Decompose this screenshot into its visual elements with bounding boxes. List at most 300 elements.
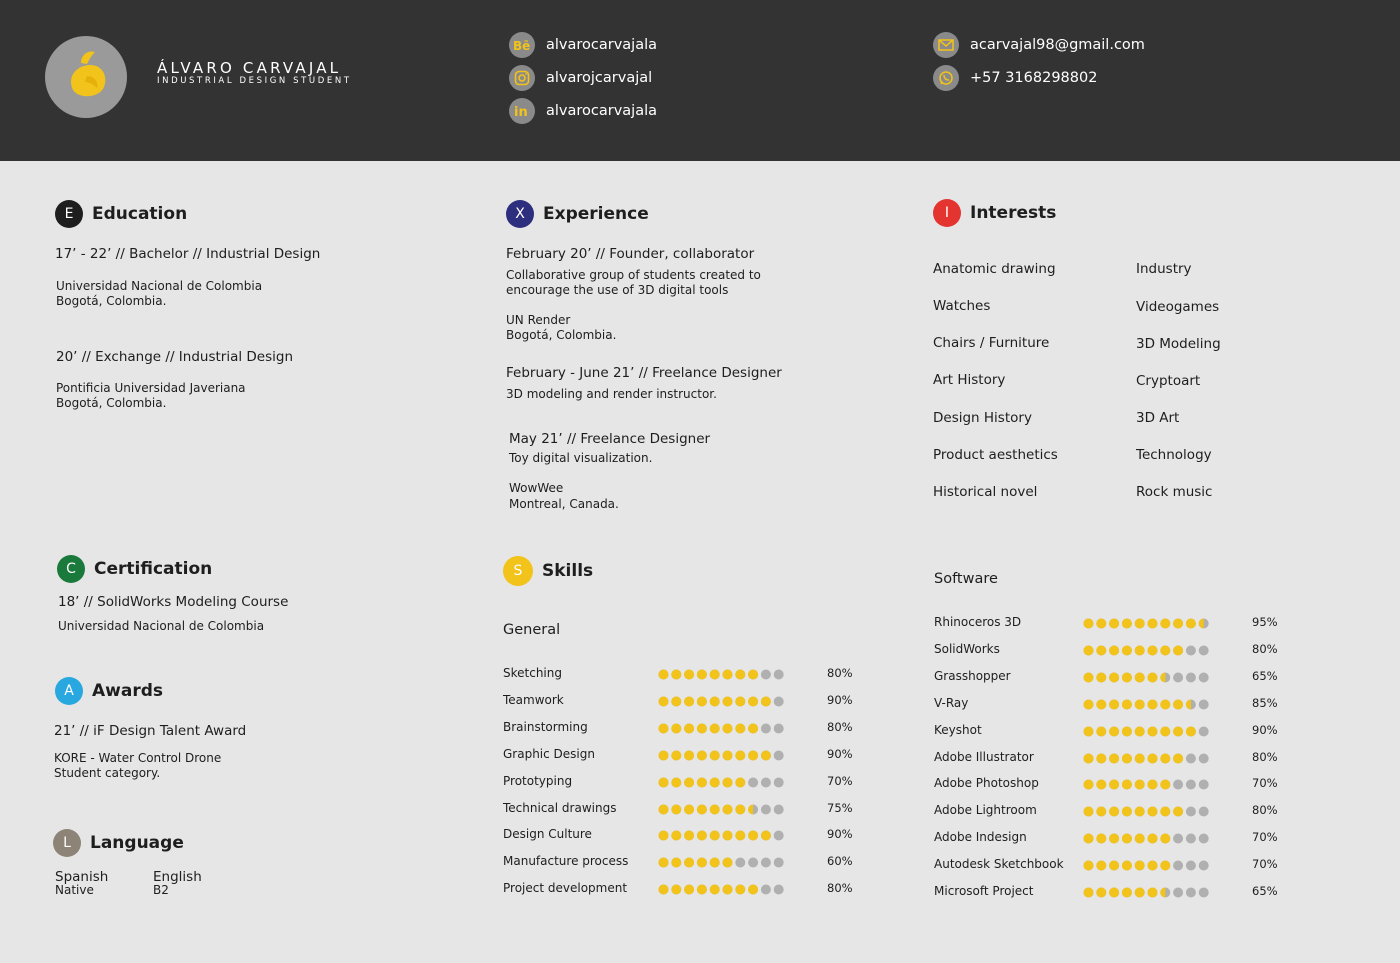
rating-dot-filled (1173, 619, 1183, 629)
rating-dot-filled (723, 831, 733, 841)
phone-link[interactable] (933, 65, 1097, 91)
rating-dot-empty (774, 804, 784, 814)
rating-dot-filled (1096, 672, 1106, 682)
awards-header (55, 677, 163, 705)
rating-dot-filled (710, 777, 720, 787)
skill-rating (658, 777, 788, 788)
rating-dot-filled (671, 670, 681, 680)
skill-percent: 85% (1252, 695, 1278, 710)
rating-dot-filled (1109, 699, 1119, 709)
skill-percent: 80% (1252, 749, 1278, 764)
rating-dot-empty (1173, 834, 1183, 844)
rating-dot-empty (774, 723, 784, 733)
skill-rating (1083, 806, 1213, 817)
rating-dot-filled (697, 858, 707, 868)
rating-dot-filled (684, 750, 694, 760)
rating-dot-empty (774, 885, 784, 895)
education-badge: E (55, 200, 83, 228)
rating-dot-filled (735, 723, 745, 733)
rating-dot-filled (659, 831, 669, 841)
rating-dot-filled (684, 858, 694, 868)
certification-institution: Universidad Nacional de Colombia (58, 619, 265, 633)
phone-number: +57 3168298802 (970, 70, 1098, 86)
rating-dot-filled (1148, 780, 1158, 790)
rating-dot-empty (774, 670, 784, 680)
rating-dot-filled (1084, 834, 1094, 844)
rating-dot-half (1160, 672, 1165, 682)
rating-dot-filled (1109, 753, 1119, 763)
skill-name: Prototyping (503, 773, 573, 788)
rating-dot-filled (671, 777, 681, 787)
rating-dot-filled (1109, 619, 1119, 629)
language-header (53, 829, 184, 857)
skill-percent: 90% (1252, 722, 1278, 737)
interest-item: Art History (933, 372, 1006, 388)
rating-dot-half (1199, 619, 1204, 629)
rating-dot-filled (1148, 699, 1158, 709)
rating-dot-filled (697, 885, 707, 895)
skill-rating (1083, 860, 1213, 871)
skill-rating (1083, 618, 1213, 629)
rating-dot-filled (1084, 780, 1094, 790)
skill-percent: 90% (827, 827, 853, 842)
experience-item-location: Bogotá, Colombia. (506, 328, 617, 342)
rating-dot-filled (1122, 888, 1132, 898)
certification-header (57, 555, 212, 583)
skill-name: Adobe Illustrator (934, 749, 1034, 764)
rating-dot-filled (1109, 888, 1119, 898)
rating-dot-filled (697, 831, 707, 841)
behance-icon (509, 32, 535, 58)
rating-dot-filled (671, 723, 681, 733)
rating-dot-empty (1199, 834, 1209, 844)
experience-item-org: WowWee (509, 481, 564, 495)
rating-dot-filled (1160, 753, 1170, 763)
rating-dot-filled (1173, 807, 1183, 817)
award-category: Student category. (54, 766, 161, 780)
rating-dot-filled (1096, 726, 1106, 736)
rating-dot-filled (761, 696, 771, 706)
rating-dot-filled (761, 750, 771, 760)
rating-dot-filled (710, 670, 720, 680)
linkedin-handle: alvarocarvajala (546, 103, 658, 119)
skill-name: Technical drawings (503, 800, 617, 815)
skill-percent: 70% (1252, 857, 1278, 872)
general-skills-title: General (503, 622, 561, 638)
rating-dot-filled (1160, 726, 1170, 736)
rating-dot-filled (748, 696, 758, 706)
rating-dot-filled (684, 723, 694, 733)
rating-dot-filled (1122, 861, 1132, 871)
rating-dot-filled (1122, 619, 1132, 629)
skill-rating (658, 830, 788, 841)
interest-item: 3D Modeling (1136, 336, 1221, 352)
skill-name: Brainstorming (503, 719, 588, 734)
rating-dot-empty (1186, 807, 1196, 817)
rating-dot-filled (748, 831, 758, 841)
rating-dot-filled (1135, 753, 1145, 763)
rating-dot-filled (723, 804, 733, 814)
awards-title: Awards (92, 681, 164, 701)
rating-dot-filled (1096, 888, 1106, 898)
rating-dot-filled (723, 696, 733, 706)
skill-name: Microsoft Project (934, 884, 1034, 898)
rating-dot-filled (697, 804, 707, 814)
rating-dot-empty (761, 885, 771, 895)
rating-dot-filled (1173, 753, 1183, 763)
rating-dot-empty (1199, 807, 1209, 817)
rating-dot-filled (1096, 780, 1106, 790)
interest-item: Technology (1136, 447, 1212, 463)
skill-rating (1083, 726, 1213, 737)
interest-item: Cryptoart (1136, 373, 1201, 389)
rating-dot-empty (774, 831, 784, 841)
person-name: ÁLVARO CARVAJAL (157, 59, 342, 77)
education-title: Education (92, 204, 188, 224)
rating-dot-empty (1186, 861, 1196, 871)
skill-percent: 65% (1252, 884, 1278, 898)
rating-dot-filled (723, 858, 733, 868)
experience-item-location: Montreal, Canada. (509, 497, 619, 511)
experience-item-desc: Toy digital visualization. (509, 451, 653, 465)
rating-dot-empty (735, 858, 745, 868)
rating-dot-filled (659, 696, 669, 706)
rating-dot-filled (735, 885, 745, 895)
rating-dot-filled (1160, 861, 1170, 871)
skill-rating (1083, 753, 1213, 764)
rating-dot-filled (710, 858, 720, 868)
rating-dot-empty (1186, 888, 1196, 898)
logo (45, 36, 127, 118)
interest-item: Watches (933, 298, 991, 314)
skill-name: V-Ray (934, 695, 969, 710)
rating-dot-empty (774, 777, 784, 787)
skill-name: Adobe Photoshop (934, 776, 1039, 791)
rating-dot-filled (710, 723, 720, 733)
rating-dot-filled (1160, 619, 1170, 629)
rating-dot-empty (1186, 780, 1196, 790)
rating-dot-filled (671, 831, 681, 841)
rating-dot-filled (723, 885, 733, 895)
behance-handle: alvarocarvajala (546, 37, 658, 53)
rating-dot-filled (748, 670, 758, 680)
rating-dot-filled (684, 777, 694, 787)
rating-dot-empty (1173, 780, 1183, 790)
rating-dot-filled (723, 723, 733, 733)
rating-dot-empty (748, 858, 758, 868)
skill-name: Design Culture (503, 827, 592, 842)
skill-name: Adobe Lightroom (934, 803, 1037, 818)
rating-dot-filled (748, 723, 758, 733)
linkedin-link[interactable] (509, 98, 657, 124)
email-address: acarvajal98@gmail.com (970, 37, 1145, 53)
rating-dot-empty (1173, 888, 1183, 898)
rating-dot-filled (1148, 672, 1158, 682)
rating-dot-filled (659, 885, 669, 895)
rating-dot-empty (761, 777, 771, 787)
rating-dot-filled (659, 723, 669, 733)
skill-percent: 90% (827, 692, 853, 707)
rating-dot-filled (1135, 645, 1145, 655)
rating-dot-filled (1160, 645, 1170, 655)
education-item-heading: 20’ // Exchange // Industrial Design (56, 349, 294, 365)
rating-dot-filled (1173, 645, 1183, 655)
svg-text:in: in (514, 105, 528, 118)
certification-badge: C (57, 555, 85, 583)
rating-dot-empty (774, 858, 784, 868)
interests-title: Interests (970, 203, 1057, 223)
rating-dot-filled (1160, 699, 1170, 709)
skill-percent: 70% (827, 773, 853, 788)
education-item-institution: Universidad Nacional de Colombia (56, 279, 263, 293)
svg-text:Bē: Bē (513, 39, 531, 51)
skill-name: Teamwork (503, 692, 564, 707)
skill-rating (658, 696, 788, 707)
rating-dot-filled (697, 723, 707, 733)
skill-name: Sketching (503, 666, 562, 680)
rating-dot-filled (723, 670, 733, 680)
interest-item: Product aesthetics (933, 447, 1058, 463)
rating-dot-filled (1084, 888, 1094, 898)
experience-title: Experience (543, 204, 649, 224)
rating-dot-filled (1148, 726, 1158, 736)
rating-dot-filled (1109, 780, 1119, 790)
skill-name: SolidWorks (934, 641, 1000, 656)
rating-dot-empty (761, 723, 771, 733)
rating-dot-filled (1148, 619, 1158, 629)
rating-dot-filled (1148, 888, 1158, 898)
rating-dot-filled (723, 750, 733, 760)
experience-item-heading: February 20’ // Founder, collaborator (506, 246, 755, 262)
rating-dot-filled (1173, 699, 1183, 709)
skill-name: Rhinoceros 3D (934, 615, 1022, 629)
rating-dot-filled (1160, 780, 1170, 790)
language-name: English (153, 869, 202, 885)
skill-percent: 80% (827, 881, 853, 896)
header-bar (0, 0, 1400, 161)
skill-percent: 70% (1252, 830, 1278, 845)
skills-badge: S (503, 556, 533, 586)
rating-dot-filled (684, 831, 694, 841)
rating-dot-filled (1135, 780, 1145, 790)
skill-percent: 80% (827, 666, 853, 680)
rating-dot-filled (659, 858, 669, 868)
rating-dot-filled (1096, 645, 1106, 655)
skill-rating (1083, 672, 1213, 683)
skill-percent: 80% (827, 719, 853, 734)
rating-dot-filled (1084, 672, 1094, 682)
rating-dot-filled (659, 777, 669, 787)
experience-header (506, 200, 649, 228)
person-title: INDUSTRIAL DESIGN STUDENT (157, 76, 352, 86)
rating-dot-half (1186, 699, 1191, 709)
rating-dot-filled (1186, 726, 1196, 736)
rating-dot-filled (1084, 619, 1094, 629)
rating-dot-filled (1122, 780, 1132, 790)
experience-item-heading: February - June 21’ // Freelance Designer (506, 365, 782, 381)
rating-dot-empty (1199, 672, 1209, 682)
rating-dot-filled (659, 750, 669, 760)
rating-dot-empty (1173, 672, 1183, 682)
rating-dot-filled (1109, 672, 1119, 682)
whatsapp-icon (933, 65, 959, 91)
rating-dot-filled (1096, 619, 1106, 629)
rating-dot-empty (748, 777, 758, 787)
rating-dot-filled (710, 885, 720, 895)
education-item-heading: 17’ - 22’ // Bachelor // Industrial Design (55, 246, 321, 262)
rating-dot-filled (671, 750, 681, 760)
rating-dot-filled (710, 696, 720, 706)
interest-item: Anatomic drawing (933, 261, 1056, 277)
skill-name: Adobe Indesign (934, 830, 1027, 845)
rating-dot-filled (1135, 726, 1145, 736)
skills-title: Skills (542, 561, 594, 581)
rating-dot-filled (1096, 753, 1106, 763)
interest-item: Historical novel (933, 484, 1038, 500)
interests-header (933, 199, 1056, 227)
rating-dot-filled (1096, 699, 1106, 709)
skill-percent: 80% (1252, 803, 1278, 818)
skill-name: Keyshot (934, 722, 982, 737)
language-level: B2 (153, 883, 169, 897)
rating-dot-filled (710, 804, 720, 814)
rating-dot-filled (1084, 699, 1094, 709)
interest-item: Chairs / Furniture (933, 335, 1050, 351)
rating-dot-filled (748, 885, 758, 895)
rating-dot-half (1160, 888, 1165, 898)
language-name: Spanish (55, 869, 109, 885)
skill-rating (1083, 779, 1213, 790)
rating-dot-filled (1122, 645, 1132, 655)
rating-dot-filled (1109, 645, 1119, 655)
rating-dot-filled (671, 858, 681, 868)
rating-dot-filled (1122, 807, 1132, 817)
rating-dot-filled (735, 670, 745, 680)
skill-rating (658, 669, 788, 680)
interests-badge: I (933, 199, 961, 227)
skill-name: Project development (503, 881, 628, 896)
interest-item: Design History (933, 410, 1032, 426)
interest-item: Videogames (1136, 299, 1220, 315)
rating-dot-empty (1186, 645, 1196, 655)
skills-header (503, 556, 593, 586)
skill-rating (658, 723, 788, 734)
rating-dot-filled (761, 831, 771, 841)
rating-dot-filled (1096, 807, 1106, 817)
rating-dot-empty (1199, 699, 1209, 709)
skill-percent: 75% (827, 800, 853, 815)
skill-percent: 70% (1252, 776, 1278, 791)
rating-dot-filled (1135, 861, 1145, 871)
skill-percent: 65% (1252, 668, 1278, 683)
rating-dot-empty (1199, 780, 1209, 790)
awards-badge: A (55, 677, 83, 705)
rating-dot-filled (735, 696, 745, 706)
interest-item: 3D Art (1136, 410, 1180, 426)
skill-rating (1083, 645, 1213, 656)
language-level: Native (55, 883, 94, 897)
rating-dot-empty (1199, 726, 1209, 736)
rating-dot-filled (735, 777, 745, 787)
rating-dot-empty (774, 696, 784, 706)
rating-dot-empty (761, 670, 771, 680)
skill-name: Manufacture process (503, 854, 629, 869)
rating-dot-filled (1084, 861, 1094, 871)
rating-dot-filled (1122, 699, 1132, 709)
rating-dot-filled (735, 750, 745, 760)
rating-dot-filled (1160, 834, 1170, 844)
language-title: Language (90, 833, 184, 853)
instagram-handle: alvarojcarvajal (546, 70, 653, 86)
rating-dot-filled (1084, 753, 1094, 763)
education-item-location: Bogotá, Colombia. (56, 396, 167, 410)
interest-item: Rock music (1136, 484, 1213, 500)
experience-item-desc: Collaborative group of students created to (506, 268, 761, 282)
rating-dot-filled (671, 696, 681, 706)
rating-dot-filled (697, 670, 707, 680)
rating-dot-half (748, 804, 753, 814)
rating-dot-filled (1148, 861, 1158, 871)
education-item-location: Bogotá, Colombia. (56, 294, 167, 308)
rating-dot-filled (1148, 753, 1158, 763)
linkedin-icon (509, 98, 535, 124)
rating-dot-empty (1199, 753, 1209, 763)
rating-dot-empty (761, 804, 771, 814)
mail-icon (933, 32, 959, 58)
skill-percent: 60% (827, 854, 853, 869)
rating-dot-filled (684, 670, 694, 680)
rating-dot-filled (710, 750, 720, 760)
behance-link[interactable] (509, 32, 657, 58)
certification-title: Certification (94, 559, 213, 579)
skill-rating (1083, 833, 1213, 844)
instagram-link[interactable] (509, 65, 652, 91)
rating-dot-filled (1109, 726, 1119, 736)
email-link[interactable] (933, 32, 1145, 58)
experience-item-desc: 3D modeling and render instructor. (506, 387, 717, 401)
rating-dot-filled (1084, 726, 1094, 736)
experience-item-org: UN Render (506, 313, 571, 327)
rating-dot-filled (1109, 807, 1119, 817)
skill-rating (658, 750, 788, 761)
rating-dot-empty (1199, 861, 1209, 871)
rating-dot-empty (1199, 888, 1209, 898)
rating-dot-filled (671, 804, 681, 814)
rating-dot-filled (659, 670, 669, 680)
rating-dot-filled (1109, 834, 1119, 844)
rating-dot-filled (1160, 807, 1170, 817)
rating-dot-filled (1084, 807, 1094, 817)
rating-dot-filled (671, 885, 681, 895)
rating-dot-filled (697, 750, 707, 760)
skill-rating (1083, 887, 1213, 898)
rating-dot-filled (684, 885, 694, 895)
experience-badge: X (506, 200, 534, 228)
rating-dot-empty (1186, 672, 1196, 682)
rating-dot-filled (1109, 861, 1119, 871)
rating-dot-filled (735, 831, 745, 841)
rating-dot-empty (761, 858, 771, 868)
rating-dot-filled (735, 804, 745, 814)
rating-dot-filled (1135, 888, 1145, 898)
rating-dot-empty (1173, 861, 1183, 871)
skill-rating (658, 804, 788, 815)
skill-name: Autodesk Sketchbook (934, 857, 1064, 872)
rating-dot-filled (1096, 861, 1106, 871)
education-item-institution: Pontificia Universidad Javeriana (56, 381, 246, 395)
rating-dot-filled (1173, 726, 1183, 736)
software-skills-title: Software (934, 571, 998, 587)
